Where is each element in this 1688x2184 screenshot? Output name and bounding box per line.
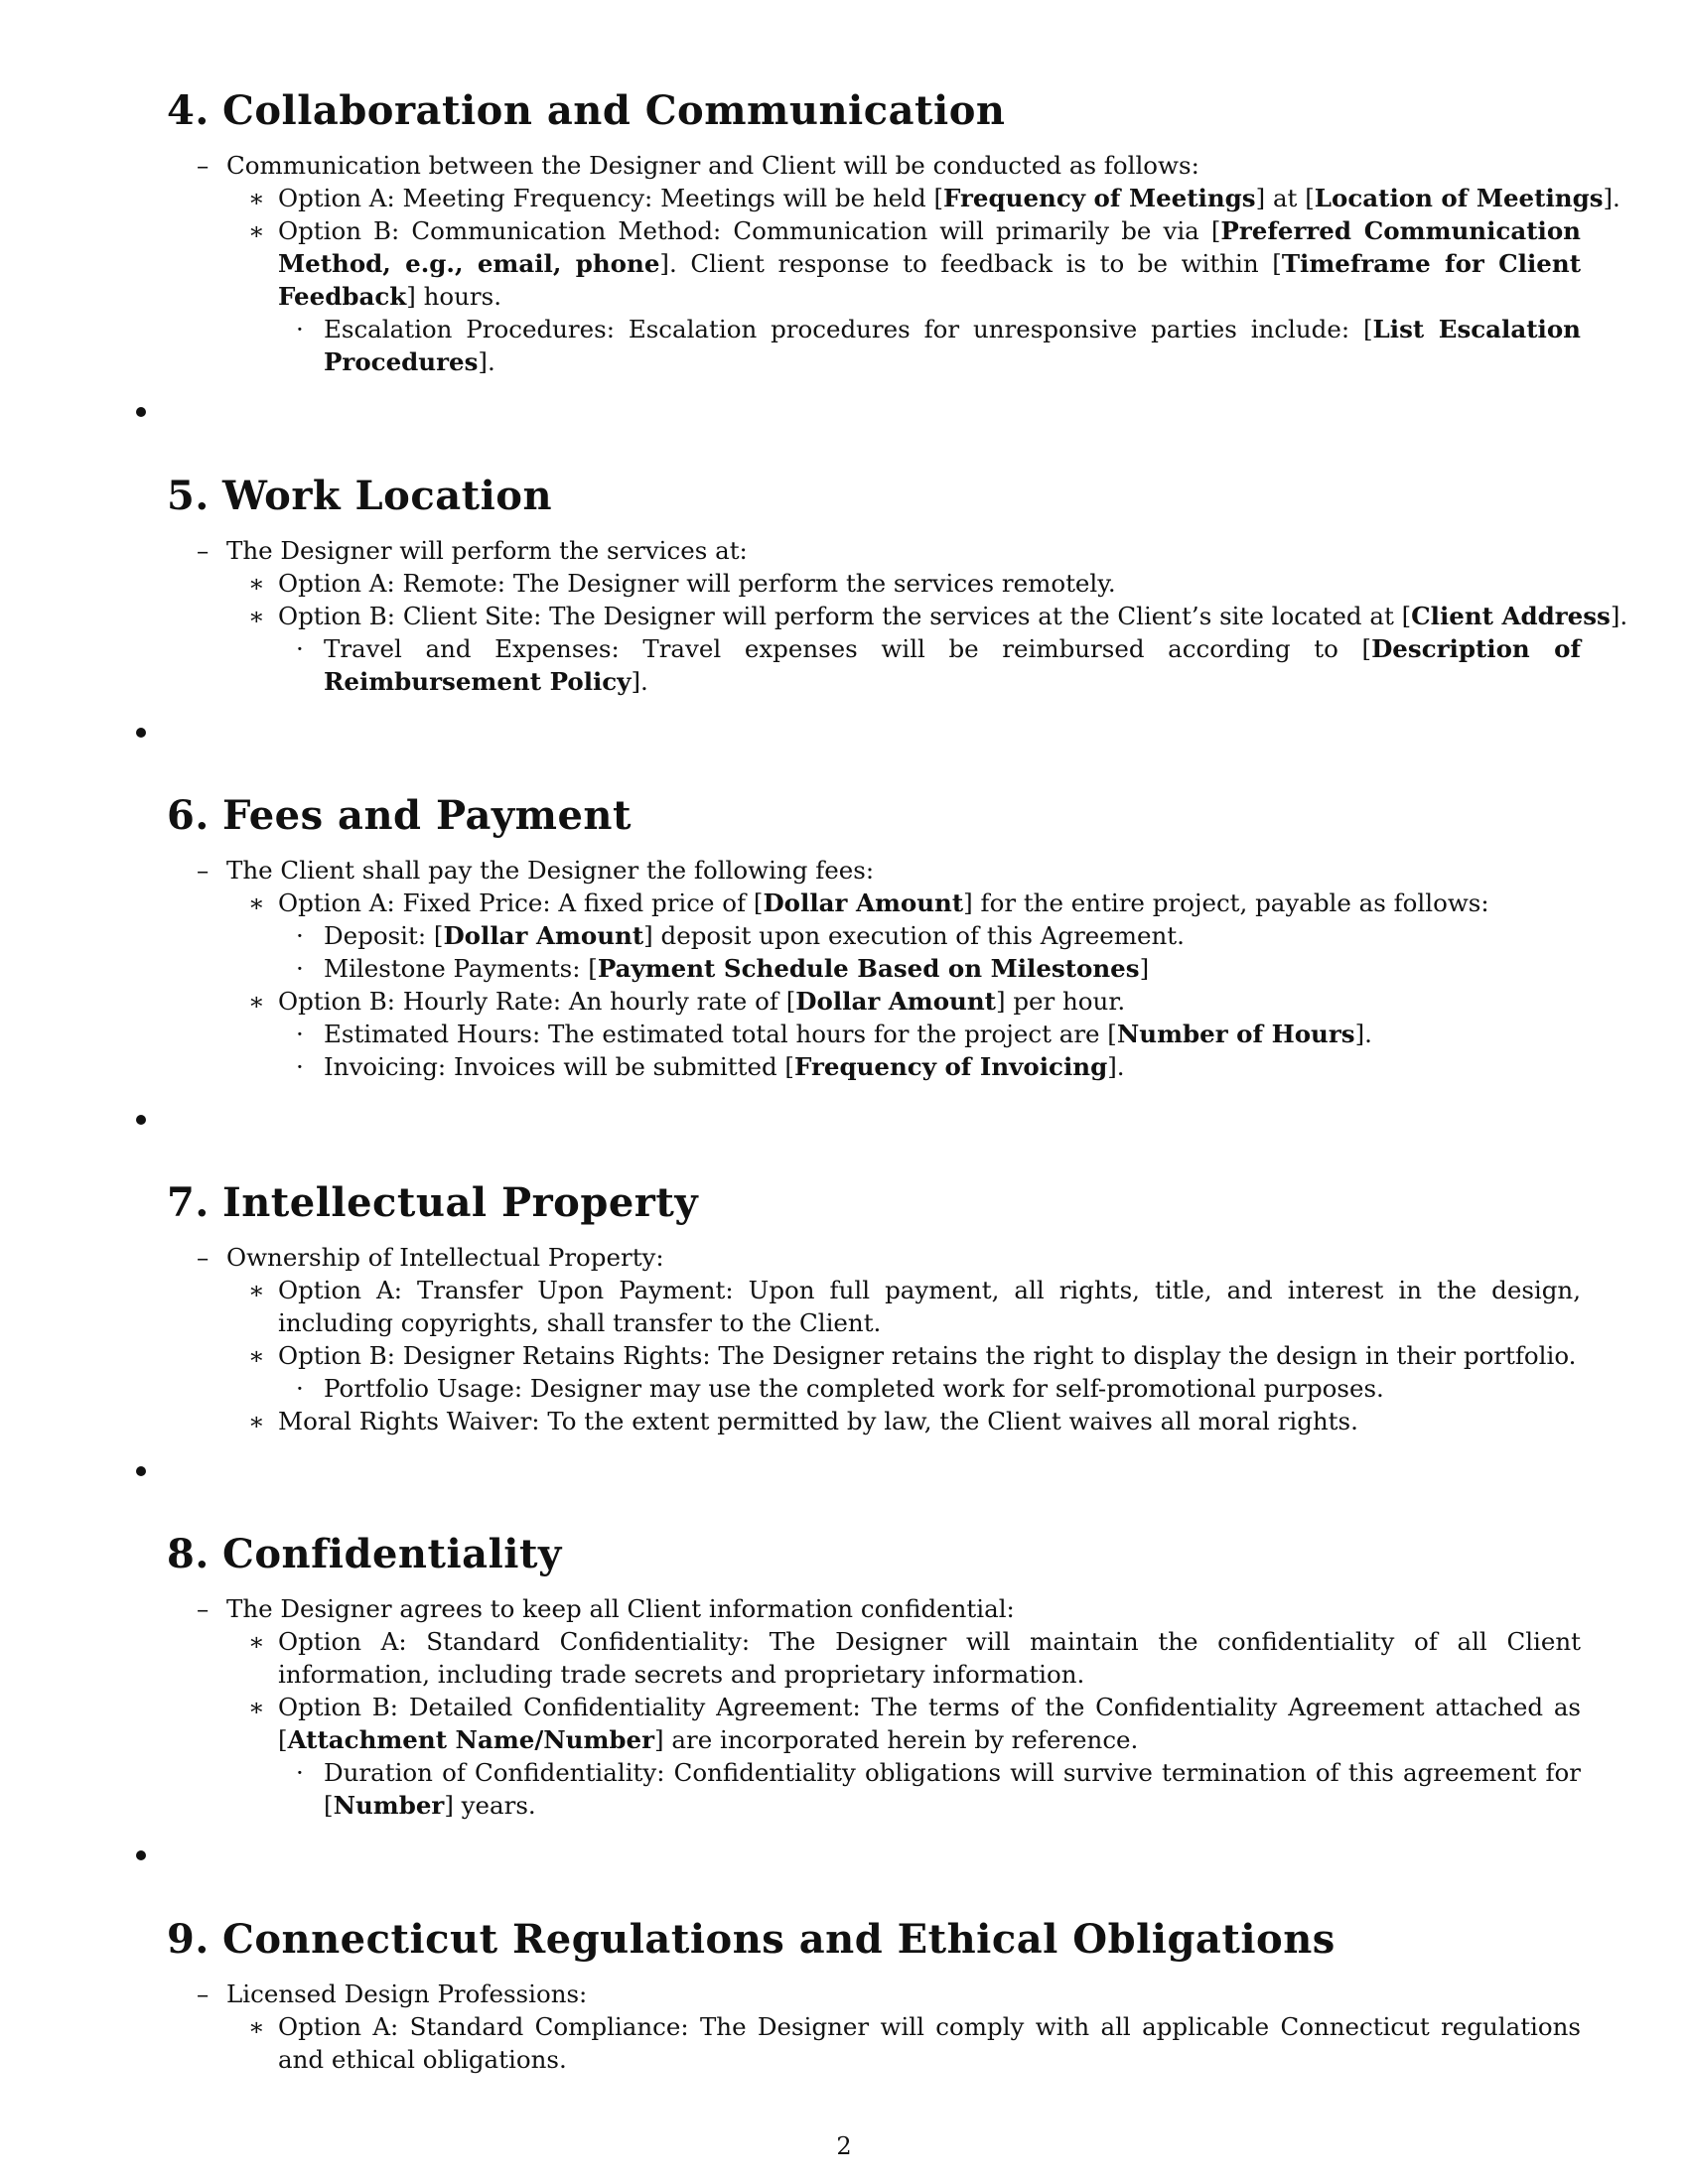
bullet-marker bbox=[136, 1115, 146, 1125]
star-marker: ∗ bbox=[248, 602, 265, 630]
star-marker: ∗ bbox=[248, 2012, 265, 2041]
section-heading: 5. Work Location bbox=[167, 473, 553, 519]
star-marker: ∗ bbox=[248, 184, 265, 212]
list-item: Option B: Designer Retains Rights: The Designer retains the right to display the design in their portfolio. bbox=[278, 1341, 1577, 1370]
list-item: Milestone Payments: [Payment Schedule Based on Milestones] bbox=[324, 954, 1150, 983]
dot-marker: · bbox=[296, 954, 304, 983]
list-item: Estimated Hours: The estimated total hours for the project are [Number of Hours]. bbox=[324, 1020, 1372, 1048]
list-item: Travel and Expenses: Travel expenses will be reimbursed according to [Description of Reimbursement Policy]. bbox=[324, 634, 1581, 696]
list-item: Option A: Remote: The Designer will perform the services remotely. bbox=[278, 569, 1116, 598]
list-item: Portfolio Usage: Designer may use the completed work for self-promotional purposes. bbox=[324, 1374, 1384, 1403]
list-item: Option B: Detailed Confidentiality Agreement: The terms of the Confidentiality Agreement attached as [Attachment Name/Number] are incorporated herein by reference. bbox=[278, 1693, 1581, 1754]
dash-marker: – bbox=[197, 1594, 210, 1623]
dot-marker: · bbox=[296, 1052, 304, 1081]
section-heading: 9. Connecticut Regulations and Ethical Obligations bbox=[167, 1916, 1336, 1963]
list-item: Option B: Hourly Rate: An hourly rate of [Dollar Amount] per hour. bbox=[278, 987, 1126, 1016]
section-heading: 8. Confidentiality bbox=[167, 1531, 562, 1577]
section-intro: The Designer will perform the services at: bbox=[226, 536, 748, 565]
star-marker: ∗ bbox=[248, 1341, 265, 1370]
dot-marker: · bbox=[296, 1758, 304, 1787]
section-intro: Ownership of Intellectual Property: bbox=[226, 1243, 664, 1272]
dash-marker: – bbox=[197, 536, 210, 565]
dot-marker: · bbox=[296, 315, 304, 343]
dash-marker: – bbox=[197, 1243, 210, 1272]
dot-marker: · bbox=[296, 921, 304, 950]
list-item: Option A: Transfer Upon Payment: Upon full payment, all rights, title, and interest in the design, including copyrights, shall transfer to the Client. bbox=[278, 1276, 1581, 1337]
page-number: 2 bbox=[836, 2132, 852, 2160]
section-heading: 4. Collaboration and Communication bbox=[167, 87, 1006, 134]
star-marker: ∗ bbox=[248, 216, 265, 245]
bullet-marker bbox=[136, 1466, 146, 1476]
list-item: Option A: Meeting Frequency: Meetings will be held [Frequency of Meetings] at [Location of Meetings]. bbox=[278, 184, 1620, 212]
list-item: Option A: Standard Compliance: The Designer will comply with all applicable Connecticut regulations and ethical obligations. bbox=[278, 2012, 1581, 2074]
section-intro: Communication between the Designer and Client will be conducted as follows: bbox=[226, 151, 1199, 180]
list-item: Moral Rights Waiver: To the extent permitted by law, the Client waives all moral rights. bbox=[278, 1407, 1358, 1435]
list-item: Option A: Fixed Price: A fixed price of [Dollar Amount] for the entire project, payable as follows: bbox=[278, 888, 1489, 917]
star-marker: ∗ bbox=[248, 1276, 265, 1304]
dash-marker: – bbox=[197, 856, 210, 885]
star-marker: ∗ bbox=[248, 569, 265, 598]
list-item: Option B: Communication Method: Communication will primarily be via [Preferred Communication Method, e.g., email, phone]. Client response to feedback is to be within [Timeframe for Client Feedback] hours. bbox=[278, 216, 1582, 311]
star-marker: ∗ bbox=[248, 987, 265, 1016]
list-item: Option A: Standard Confidentiality: The Designer will maintain the confidentiality of all Client information, including trade secrets and proprietary information. bbox=[278, 1627, 1581, 1689]
section-intro: Licensed Design Professions: bbox=[226, 1979, 588, 2008]
list-item: Escalation Procedures: Escalation procedures for unresponsive parties include: [List Escalation Procedures]. bbox=[324, 315, 1581, 376]
bullet-marker bbox=[136, 407, 146, 417]
star-marker: ∗ bbox=[248, 1693, 265, 1721]
section-intro: The Designer agrees to keep all Client information confidential: bbox=[226, 1594, 1015, 1623]
list-item: Deposit: [Dollar Amount] deposit upon execution of this Agreement. bbox=[324, 921, 1185, 950]
dot-marker: · bbox=[296, 1020, 304, 1048]
list-item: Option B: Client Site: The Designer will perform the services at the Client’s site located at [Client Address]. bbox=[278, 602, 1628, 630]
section-heading: 7. Intellectual Property bbox=[167, 1179, 699, 1226]
section-intro: The Client shall pay the Designer the following fees: bbox=[226, 856, 875, 885]
dot-marker: · bbox=[296, 1374, 304, 1403]
bullet-marker bbox=[136, 728, 146, 738]
bullet-marker bbox=[136, 1850, 146, 1860]
star-marker: ∗ bbox=[248, 888, 265, 917]
dash-marker: – bbox=[197, 151, 210, 180]
list-item: Invoicing: Invoices will be submitted [Frequency of Invoicing]. bbox=[324, 1052, 1125, 1081]
list-item: Duration of Confidentiality: Confidentiality obligations will survive termination of this agreement for [Number] years. bbox=[324, 1758, 1581, 1820]
dash-marker: – bbox=[197, 1979, 210, 2008]
dot-marker: · bbox=[296, 634, 304, 663]
star-marker: ∗ bbox=[248, 1627, 265, 1656]
star-marker: ∗ bbox=[248, 1407, 265, 1435]
section-heading: 6. Fees and Payment bbox=[167, 792, 632, 839]
